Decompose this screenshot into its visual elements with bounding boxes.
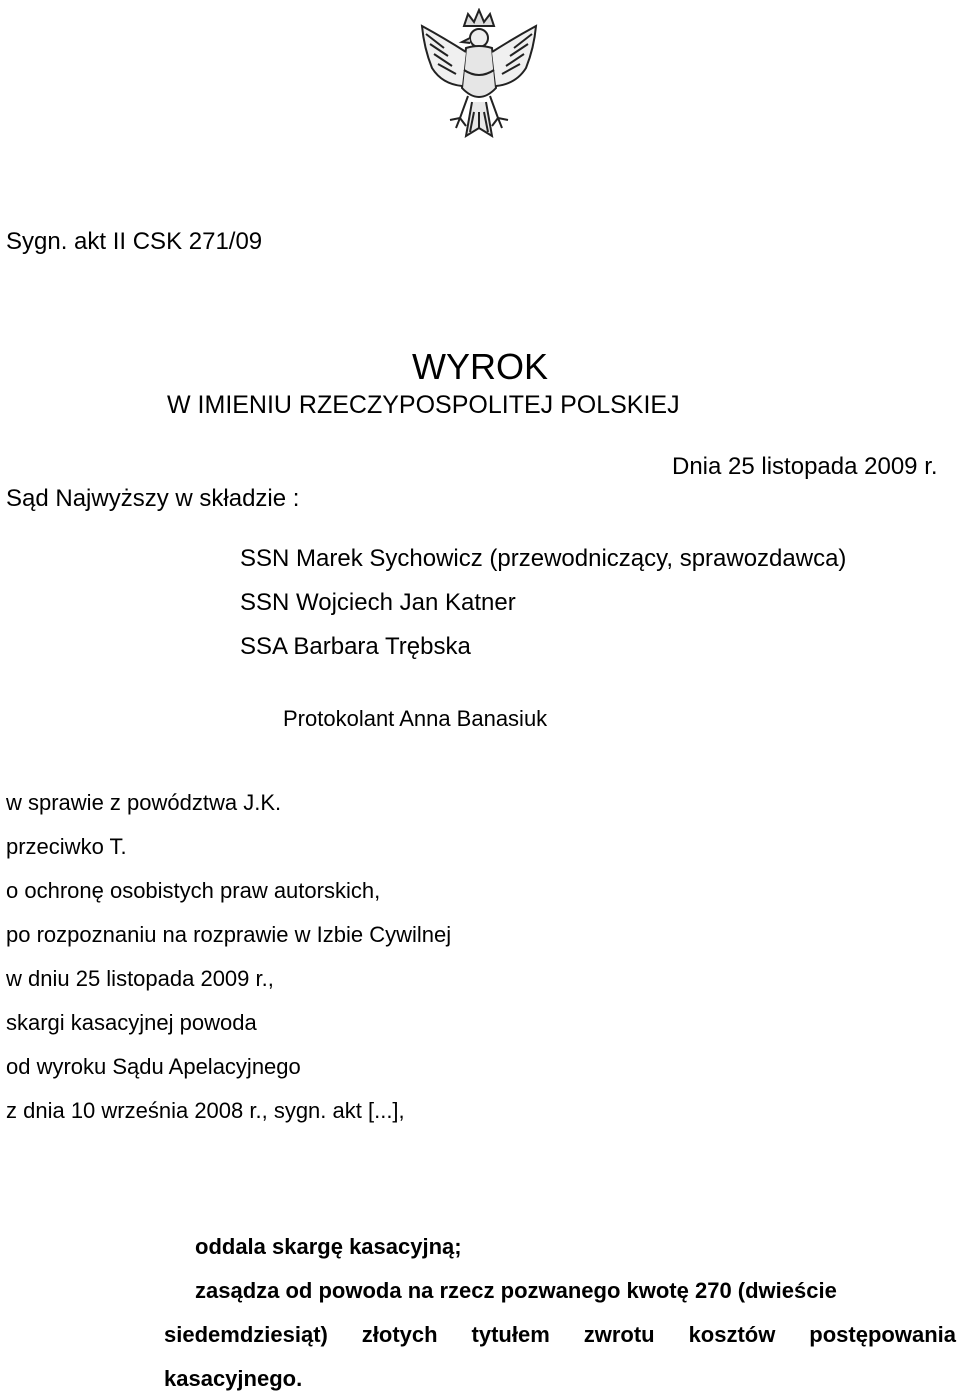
ruling-costs-line: kasacyjnego. [164,1366,303,1391]
case-line: skargi kasacyjnej powoda [6,1010,257,1035]
case-line: przeciwko T. [6,834,127,859]
case-line: od wyroku Sądu Apelacyjnego [6,1054,301,1079]
panel-member: SSA Barbara Trębska [240,633,471,660]
document-subtitle: W IMIENIU RZECZYPOSPOLITEJ POLSKIEJ [167,391,680,419]
document-title: WYROK [411,346,548,387]
case-line: z dnia 10 września 2008 r., sygn. akt [...], [6,1098,405,1123]
court-recorder: Protokolant Anna Banasiuk [283,706,548,731]
judgment-date: Dnia 25 listopada 2009 r. [672,453,938,480]
case-line: po rozpoznaniu na rozprawie w Izbie Cywilnej [6,922,452,947]
case-line: w dniu 25 listopada 2009 r., [6,966,274,991]
panel-member: SSN Marek Sychowicz (przewodniczący, sprawozdawca) [240,545,847,572]
polish-eagle-emblem-icon [404,8,554,168]
case-signature: Sygn. akt II CSK 271/09 [6,228,263,255]
court-composition-label: Sąd Najwyższy w składzie : [6,485,300,512]
case-line: w sprawie z powództwa J.K. [6,790,282,815]
ruling-costs-line: zasądza od powoda na rzecz pozwanego kwotę 270 (dwieście [195,1278,837,1303]
panel-member: SSN Wojciech Jan Katner [240,589,516,616]
case-line: o ochronę osobistych praw autorskich, [6,878,381,903]
ruling-costs-line: siedemdziesiąt) złotych tytułem zwrotu kosztów postępowania [164,1322,956,1347]
ruling-dismissal: oddala skargę kasacyjną; [195,1234,462,1259]
